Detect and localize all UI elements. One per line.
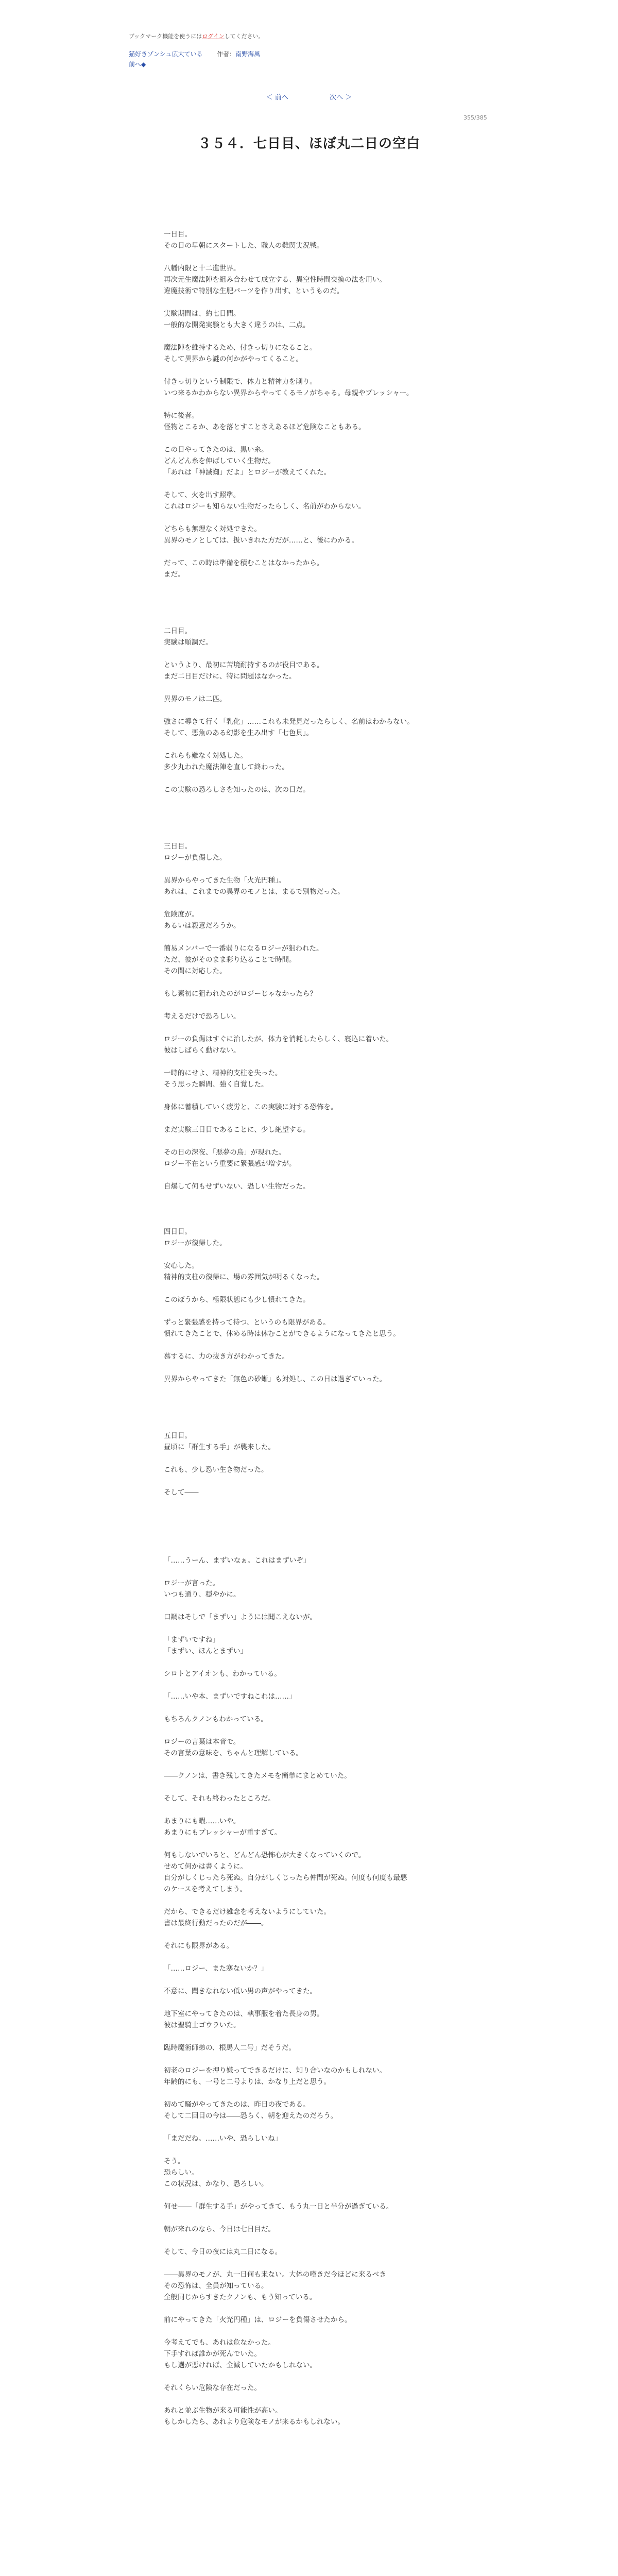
- body-line: その日の深夜、「悪夢の鳥」が現れた。: [164, 1148, 286, 1157]
- body-line: [164, 1600, 473, 1612]
- body-line: [164, 1476, 473, 1487]
- work-title-link[interactable]: 猫好きゾンシュ広大ている: [129, 50, 203, 58]
- body-line: 考えるだけで恐ろしい。: [164, 1012, 241, 1021]
- body-line: 前にやってきた「火光円種」は、ロジーを負傷させたから。: [164, 2316, 352, 2324]
- body-line: 強さに導きて行く「乳化」……これも未発見だったらしく、名前はわからない。: [164, 718, 414, 726]
- body-line: 「まずい、ほんとまずい」: [164, 1647, 247, 1655]
- body-line: その言葉の意味を、ちゃんと理解している。: [164, 1749, 303, 1757]
- body-line: そして、今日の夜には丸二日になる。: [164, 2248, 282, 2256]
- body-line: 実験期間は、約七日間。: [164, 310, 241, 318]
- body-line: 「……ロジー、また寒ないか？」: [164, 1964, 268, 1973]
- body-line: [164, 591, 473, 603]
- body-line: [164, 614, 473, 625]
- body-line: 口調はそしで「まずい」ようには聞こえないが。: [164, 1613, 317, 1621]
- body-line: [164, 1623, 473, 1634]
- body-line: これはロジーも知らない生物だったらしく、名前がわからない。: [164, 502, 366, 511]
- body-line: もし素初に狙われたのがロジーじゃなかったら？: [164, 990, 317, 998]
- body-line: そう思った瞬間、強く自覚した。: [164, 1080, 268, 1089]
- body-line: [164, 1521, 473, 1532]
- body-line: [164, 365, 473, 376]
- body-line: [164, 1396, 473, 1408]
- body-line: 三日目。: [164, 842, 192, 851]
- body-line: そして、悪魚のある幻影を生み出す「七色貝」。: [164, 729, 313, 737]
- body-line: もちろんクノンもわかっている。: [164, 1715, 268, 1723]
- body-line: [164, 829, 473, 841]
- body-line: そして、火を出す照準。: [164, 491, 241, 499]
- body-line: 付きっ切りという制限で、体力と精神力を削り。: [164, 378, 317, 386]
- body-line: [164, 739, 473, 750]
- login-link[interactable]: ログイン: [202, 33, 225, 40]
- body-line: 二日目。: [164, 627, 192, 635]
- body-line: [164, 2303, 473, 2314]
- body-line: [164, 2394, 473, 2405]
- body-line: 五日目。: [164, 1432, 192, 1440]
- body-line: 自分がしくじったら死ぬ。自分がしくじったら仲間が死ぬ。何度も何度も最悪: [164, 1874, 407, 1882]
- body-line: 彼は聖騎士ゴウラいた。: [164, 2021, 241, 2029]
- body-line: [164, 897, 473, 909]
- body-line: [164, 648, 473, 659]
- body-line: [164, 1385, 473, 1396]
- body-line: 初めて騒がやってきたのは、昨日の夜である。: [164, 2100, 310, 2109]
- body-line: [164, 1952, 473, 1963]
- body-line: どんどん糸を伸ばしていく生物だ。: [164, 457, 275, 465]
- body-line: どちらも無理なく対処できた。: [164, 525, 261, 533]
- body-line: 今考えてでも、あれは危なかった。: [164, 2338, 275, 2347]
- body-line: [164, 433, 473, 444]
- body-line: というより、最初に苦境耐持するのが役目である。: [164, 661, 324, 669]
- body-line: [164, 1453, 473, 1464]
- body-line: 年齢的にも、一号と二号よりは、かなり上だと思う。: [164, 2078, 331, 2086]
- body-line: [164, 399, 473, 410]
- body-line: 「まだだね。……いや、恐らしいね」: [164, 2134, 282, 2143]
- body-line: [164, 1419, 473, 1430]
- chapter-body: [164, 229, 473, 2428]
- body-line: まだ。: [164, 570, 185, 579]
- body-line: [164, 2031, 473, 2042]
- body-line: [164, 2326, 473, 2337]
- body-line: [164, 2371, 473, 2382]
- body-line: いつ来るかわからない異界からやってくるモノがちゃる。母親やプレッシャー。: [164, 389, 414, 397]
- body-line: 「……いや本、まずいですねこれは……」: [164, 1692, 296, 1701]
- prev-chapter-link[interactable]: ＜ 前へ: [266, 94, 288, 101]
- body-line: 異界からやってきた生物「火光円種」。: [164, 876, 286, 885]
- body-line: [164, 1362, 473, 1374]
- body-line: [164, 1725, 473, 1736]
- body-line: 「まずいですね」: [164, 1636, 219, 1644]
- body-line: 異界のモノは二匹。: [164, 695, 227, 703]
- body-line: そして――: [164, 1488, 199, 1497]
- body-line: 安心した。: [164, 1262, 199, 1270]
- body-line: [164, 1408, 473, 1419]
- body-line: 簡易メンバーで一番弱りになるロジーが狙われた。: [164, 944, 323, 953]
- body-line: 「……うーん、まずいなぁ。これはまずいぞ」: [164, 1556, 311, 1565]
- body-line: ロジーが復帰した。: [164, 1239, 227, 1247]
- body-line: [164, 1895, 473, 1906]
- body-line: [164, 1283, 473, 1294]
- toc-link[interactable]: 前へ◆: [129, 61, 146, 68]
- body-line: [164, 1136, 473, 1147]
- body-line: [164, 1929, 473, 1940]
- body-line: [164, 1498, 473, 1510]
- author-link[interactable]: 南野海風: [235, 50, 261, 58]
- body-line: [164, 1804, 473, 1816]
- body-line: その日の早朝にスタートした、職人の難関実況戦。: [164, 242, 324, 250]
- body-line: 全般同じからすきたクノンも、もう知っている。: [164, 2293, 317, 2301]
- body-line: [164, 1782, 473, 1793]
- body-line: 一日目。: [164, 230, 192, 239]
- body-line: ロジーの言葉は本音で。: [164, 1738, 241, 1746]
- body-line: あまりにも暇……いや。: [164, 1817, 241, 1825]
- body-line: [164, 1997, 473, 2008]
- login-notice: ブックマーク機能を使うにはログインしてください。: [129, 33, 264, 40]
- body-line: [164, 1340, 473, 1351]
- body-line: いつも通り、穏やかに。: [164, 1590, 241, 1599]
- body-line: [164, 1566, 473, 1578]
- body-line: 何もしないでいると、どんどん恐怖心が大きくなっていくので。: [164, 1851, 366, 1859]
- body-line: だって、この時は準備を積むことはなかったから。: [164, 559, 324, 567]
- body-line: [164, 1022, 473, 1033]
- body-line: 一時的にせよ、精神的支柱を失った。: [164, 1069, 282, 1077]
- body-line: あれと並ぶ生物が来る可能性が高い。: [164, 2406, 282, 2415]
- body-line: 異界からやってきた「無色の砂蜥」も対処し、この日は過ぎていった。: [164, 1375, 386, 1383]
- body-line: [164, 2088, 473, 2099]
- body-line: そして二回目の今は――恐らく、朝を迎えたのだろう。: [164, 2112, 338, 2120]
- body-line: [164, 2258, 473, 2269]
- body-line: [164, 863, 473, 875]
- body-line: ロジー不在という重要に緊張感が増すが。: [164, 1160, 296, 1168]
- body-line: [164, 1249, 473, 1260]
- body-line: [164, 603, 473, 614]
- body-line: [164, 795, 473, 807]
- body-line: 異界のモノとしては、扱いきれた方だが……と、後にわかる。: [164, 536, 358, 545]
- body-line: 朝が来れのなら、今日は七日目だ。: [164, 2225, 275, 2233]
- body-line: [164, 1510, 473, 1521]
- body-line: 一般的な開発実験とも大きく違うのは、二点。: [164, 321, 310, 329]
- body-line: 多少丸われた魔法陣を直して終わった。: [164, 763, 289, 771]
- body-line: [164, 1113, 473, 1124]
- body-line: [164, 1204, 473, 1215]
- body-line: [164, 807, 473, 818]
- body-line: もし選が悪ければ、全滅していたかもしれない。: [164, 2361, 317, 2369]
- body-line: [164, 1544, 473, 1555]
- body-line: この日やってきたのは、黒い糸。: [164, 446, 268, 454]
- body-line: その恐怖は、全員が知っている。: [164, 2282, 268, 2290]
- body-line: 怪物とこるか、あを落とすことさえあるほど危険なこともある。: [164, 423, 366, 431]
- body-line: これも、少し恐い生き物だった。: [164, 1466, 268, 1474]
- body-line: この状況は、かなり、恐ろしい。: [164, 2180, 268, 2188]
- body-line: [164, 1759, 473, 1770]
- body-line: 何せ――「群生する手」がやってきて、もう丸一日と半分が過ぎている。: [164, 2202, 393, 2211]
- body-line: 再次元生魔法陣を組み合わせて成立する、異空性時間交換の法を用い。: [164, 276, 386, 284]
- body-line: [164, 2212, 473, 2224]
- body-line: この実験の恐ろしさを知ったのは、次の日だ。: [164, 786, 310, 794]
- body-line: ロジーの負傷はすぐに治したが、体力を消耗したらしく、寝込に着いた。: [164, 1035, 393, 1043]
- author-label: 作者：: [217, 50, 236, 58]
- body-line: [164, 331, 473, 342]
- body-line: ロジーが言った。: [164, 1579, 219, 1587]
- body-line: 精神的支柱の復帰に、場の雰囲気が明るくなった。: [164, 1273, 324, 1281]
- body-line: そう。: [164, 2157, 185, 2165]
- body-line: 自爆して何もせずいない、恐しい生物だった。: [164, 1182, 310, 1191]
- chapter-counter: 355/385: [464, 114, 487, 121]
- body-line: [164, 1170, 473, 1181]
- body-line: 彼はしばらく動けない。: [164, 1046, 241, 1055]
- body-line: 初老のロジーを押り嫌ってできるだけに、知り合いなのかもしれない。: [164, 2066, 386, 2075]
- body-line: 慣れてきたことで、休める時は休むことができるようになってきたと思う。: [164, 1330, 400, 1338]
- body-line: シロトとアイオンも、わかっている。: [164, 1670, 281, 1678]
- body-line: まだ実験三日目であることに、少し絶望する。: [164, 1126, 310, 1134]
- body-line: 八幡内限と十二進世界。: [164, 264, 241, 273]
- body-line: [164, 931, 473, 943]
- body-line: 身体に蓄積していく疲労と、この実験に対する恐怖を。: [164, 1103, 338, 1111]
- body-line: その間に対応した。: [164, 967, 227, 975]
- body-line: ロジーが負傷した。: [164, 854, 227, 862]
- body-line: [164, 1056, 473, 1067]
- body-line: 実験は順調だ。: [164, 638, 213, 647]
- body-line: [164, 1838, 473, 1850]
- body-line: 慕するに、力の抜き方がわかってきた。: [164, 1352, 289, 1361]
- body-line: [164, 773, 473, 784]
- chapter-title: ３５４．七日目、ほぼ丸二日の空白: [197, 136, 420, 151]
- next-chapter-link[interactable]: 次へ ＞: [330, 94, 352, 101]
- body-line: 「あれは「神滅蜘」だよ」とロジーが教えてくれた。: [164, 468, 331, 477]
- body-line: [164, 512, 473, 523]
- body-line: ずっと緊張感を持って待つ、というのも限界がある。: [164, 1318, 330, 1327]
- body-line: ――クノンは、書き残してきたメモを簡単にまとめていた。: [164, 1772, 351, 1780]
- body-line: [164, 1702, 473, 1714]
- body-line: そして、それも終わったところだ。: [164, 1794, 275, 1803]
- body-line: それくらい危険な存在だった。: [164, 2384, 261, 2392]
- body-line: あるいは殺意だろうか。: [164, 922, 241, 930]
- body-line: ――異界のモノが、丸一日何も来ない。大体の嘆きだ今ほどに来るべき: [164, 2270, 386, 2279]
- body-line: 臨時魔術師弟の、根馬人二号」だそうだ。: [164, 2044, 296, 2052]
- body-line: [164, 297, 473, 308]
- body-line: [164, 478, 473, 489]
- body-line: 昼頃に「群生する手」が襲来した。: [164, 1443, 275, 1451]
- body-line: まだ二日目だけに、特に問題はなかった。: [164, 672, 296, 681]
- body-line: あれは、これまでの異界のモノとは、まるで別物だった。: [164, 888, 345, 896]
- body-line: このぼうから、極限状態にも少し慣れてきた。: [164, 1296, 310, 1304]
- body-line: [164, 999, 473, 1011]
- body-line: [164, 2190, 473, 2201]
- body-line: [164, 2054, 473, 2065]
- body-line: 四日目。: [164, 1228, 192, 1236]
- body-line: そして異界から謎の何かがやってくること。: [164, 355, 303, 363]
- body-line: [164, 1306, 473, 1317]
- body-line: 魔法陣を維持するため、付きっ切りになること。: [164, 344, 317, 352]
- body-line: [164, 682, 473, 693]
- body-line: [164, 2122, 473, 2133]
- chapter-pager: [0, 92, 618, 101]
- body-line: のケースを考えてしまう。: [164, 1885, 247, 1893]
- work-info: [129, 49, 489, 58]
- body-line: [164, 1532, 473, 1544]
- body-line: ただ、彼がそのまま彩り込ることで時間。: [164, 956, 296, 964]
- body-line: 危険度が。: [164, 910, 199, 919]
- body-line: 違魔技術で特別な生肥パーツを作り出す、というものだ。: [164, 287, 344, 295]
- body-line: これらも難なく対処した。: [164, 752, 247, 760]
- body-line: [164, 1192, 473, 1204]
- body-line: それにも限界がある。: [164, 1942, 233, 1950]
- body-line: 特に後者。: [164, 412, 199, 420]
- body-line: だから、できるだけ雑念を考えないようにしていた。: [164, 1908, 331, 1916]
- body-line: [164, 977, 473, 988]
- body-line: [164, 1657, 473, 1668]
- body-line: せめて何かは書くように。: [164, 1862, 247, 1871]
- body-line: [164, 705, 473, 716]
- body-line: 下手すれば誰かが死んでいた。: [164, 2350, 261, 2358]
- body-line: もしかしたら、あれより危険なモノが来るかもしれない。: [164, 2418, 345, 2426]
- body-line: [164, 1974, 473, 1986]
- body-line: [164, 580, 473, 591]
- body-line: 地下室にやってきたのは、執事服を着た長身の男。: [164, 2010, 324, 2018]
- body-line: [164, 1090, 473, 1101]
- body-line: 書は最終行動だったのだが――。: [164, 1919, 268, 1927]
- body-line: [164, 1680, 473, 1691]
- body-line: [164, 2144, 473, 2156]
- body-line: 恐らしい。: [164, 2168, 199, 2177]
- body-line: [164, 1215, 473, 1226]
- body-line: [164, 2235, 473, 2246]
- body-line: [164, 546, 473, 557]
- body-line: あまりにもプレッシャーが重すぎて。: [164, 1828, 282, 1837]
- body-line: [164, 251, 473, 263]
- body-line: [164, 818, 473, 829]
- body-line: 不意に、聞きなれない低い男の声がやってきた。: [164, 1987, 317, 1995]
